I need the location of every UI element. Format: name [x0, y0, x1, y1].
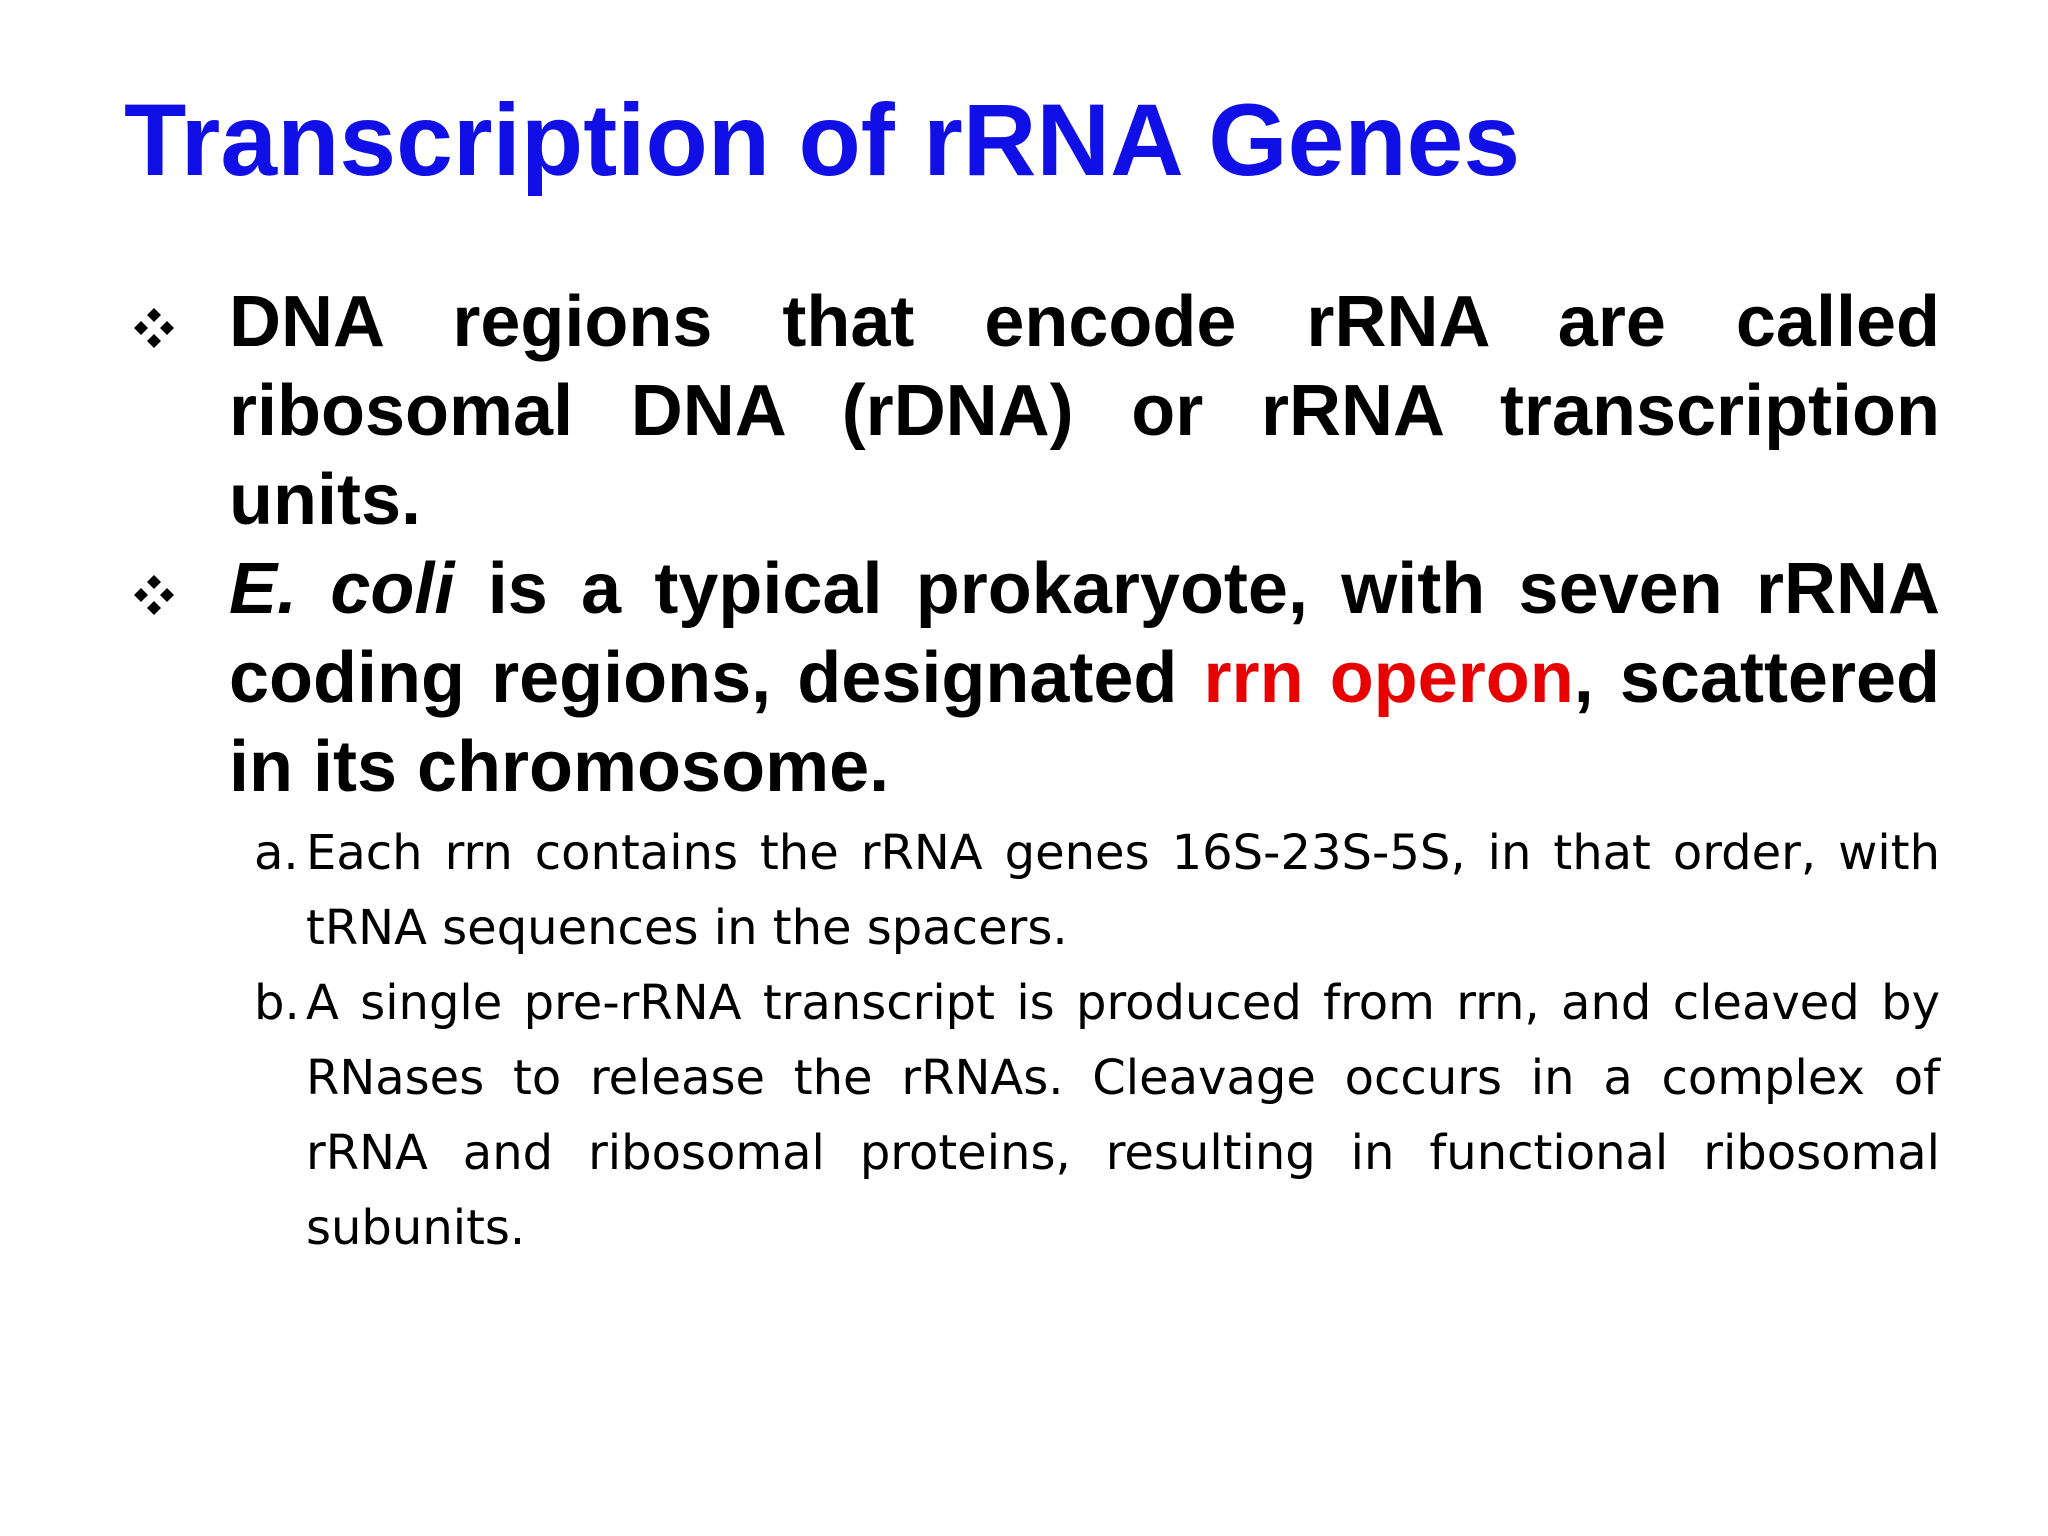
- sub-item-marker: b.: [254, 975, 300, 1031]
- species-name: E. coli: [229, 549, 455, 629]
- bullet-item-rdna: [124, 278, 1940, 545]
- sub-item-marker: a.: [254, 825, 299, 881]
- sub-list: [254, 816, 1940, 1266]
- sub-item-b: [254, 966, 1940, 1266]
- bullet-text: DNA regions that encode rRNA are called ribosomal DNA (rDNA) or rRNA transcription units.: [229, 282, 1940, 540]
- bullet-list: [124, 278, 1940, 1266]
- bullet-item-ecoli: [124, 545, 1940, 812]
- diamond-bullet-icon: [132, 573, 176, 617]
- slide-title: Transcription of rRNA Genes: [124, 83, 1521, 197]
- bullet-text-part-a: is a typical prokaryote, with seven rRNA coding regions, designated: [229, 549, 1941, 718]
- sub-item-text: Each rrn contains the rRNA genes 16S-23S-5S, in that order, with tRNA sequences in the spacers.: [306, 825, 1940, 956]
- rrn-operon-highlight: rrn operon: [1203, 638, 1574, 718]
- sub-item-a: [254, 816, 1940, 966]
- bullet-text-part-b: , scattered in its chromosome.: [229, 638, 1941, 807]
- diamond-bullet-icon: [132, 306, 176, 350]
- sub-item-text: A single pre-rRNA transcript is produced from rrn, and cleaved by RNases to release the rRNAs. Cleavage occurs in a complex of rRNA and ribosomal proteins, resulting in functional ribosomal subunits.: [306, 975, 1940, 1256]
